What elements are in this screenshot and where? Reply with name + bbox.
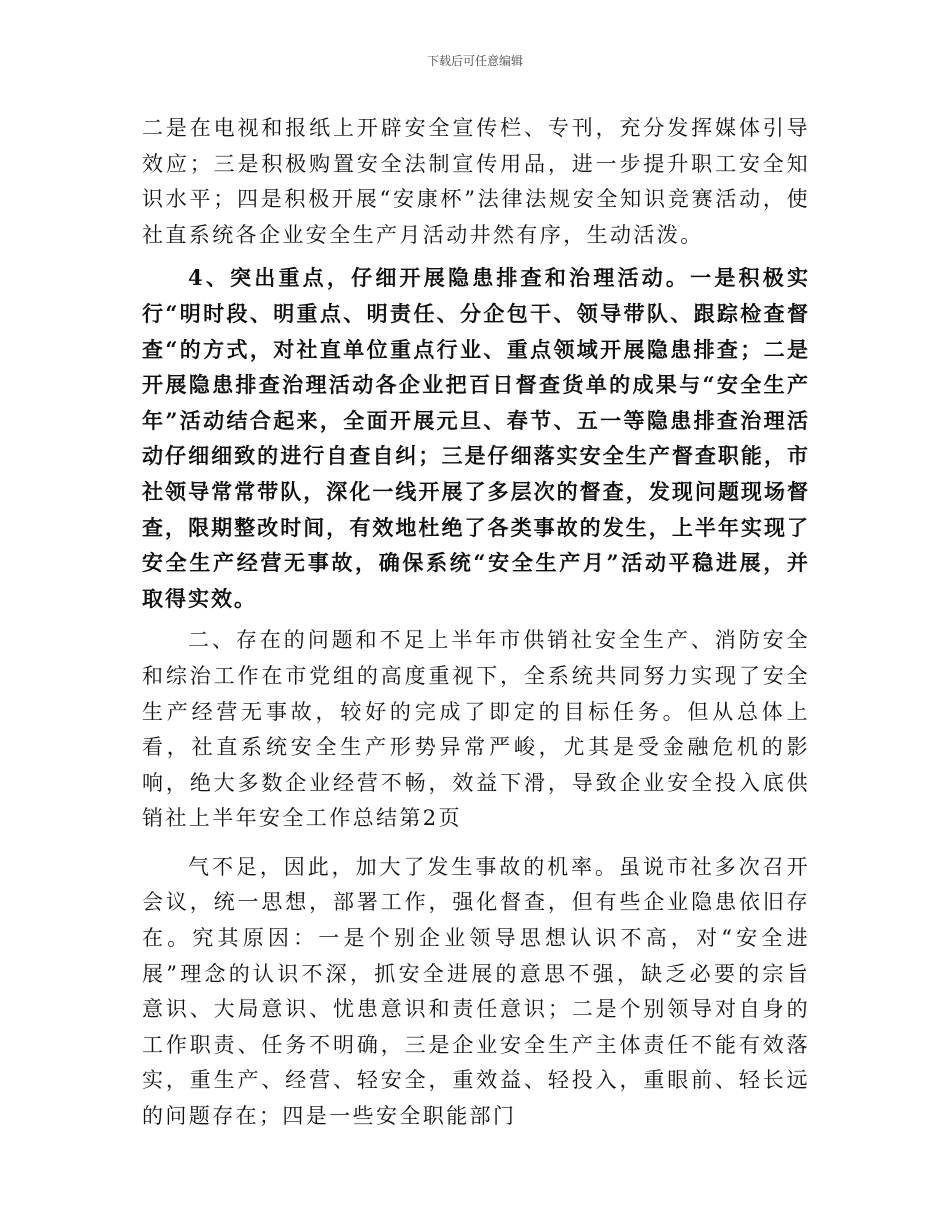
paragraph-publicity-measures: 二是在电视和报纸上开辟安全宣传栏、专刊，充分发挥媒体引导效应；三是积极购置安全法制宣传用品，进一步提升职工安全知识水平；四是积极开展“安康杯”法律法规安全知识竞赛活动，使社直系统各企业安全生产月活动井然有序，生动活泼。 (142, 116, 810, 247)
document-body (142, 111, 810, 1135)
paragraph-causes: 气不足，因此，加大了发生事故的机率。虽说市社多次召开会议，统一思想，部署工作，强化督查，但有些企业隐患依旧存在。究其原因：一是个别企业领导思想认识不高，对“安全进展”理念的认识不深，抓安全进展的意思不强，缺乏必要的宗旨意识、大局意识、忧患意识和责任意识；二是个别领导对自身的工作职责、任务不明确，三是企业安全生产主体责任不能有效落实，重生产、经营、轻安全，重效益、轻投入，重眼前、轻长远的问题存在；四是一些安全职能部门 (142, 854, 810, 1129)
paragraph-hazard-inspection: 4、突出重点，仔细开展隐患排查和治理活动。一是积极实行“明时段、明重点、明责任、分企包干、领导带队、跟踪检查督查“的方式，对社直单位重点行业、重点领域开展隐患排查；二是开展隐患排查治理活动各企业把百日督查货单的成果与“安全生产年”活动结合起来，全面开展元旦、春节、五一等隐患排查治理活动仔细细致的进行自查自纠；三是仔细落实安全生产督查职能，市社领导常常带队，深化一线开展了多层次的督查，发现问题现场督查，限期整改时间，有效地杜绝了各类事故的发生，上半年实现了安全生产经营无事故，确保系统“安全生产月”活动平稳进展，并取得实效。 (142, 265, 810, 611)
page-header-note: 下载后可任意编辑 (426, 54, 523, 68)
paragraph-problems-and-shortcomings: 二、存在的问题和不足上半年市供销社安全生产、消防安全和综治工作在市党组的高度重视下，全系统共同努力实现了安全生产经营无事故，较好的完成了即定的目标任务。但从总体上看，社直系统安全生产形势异常严峻，尤其是受金融危机的影响，绝大多数企业经营不畅，效益下滑，导致企业安全投入底供销社上半年安全工作总结第2页 (142, 628, 810, 831)
